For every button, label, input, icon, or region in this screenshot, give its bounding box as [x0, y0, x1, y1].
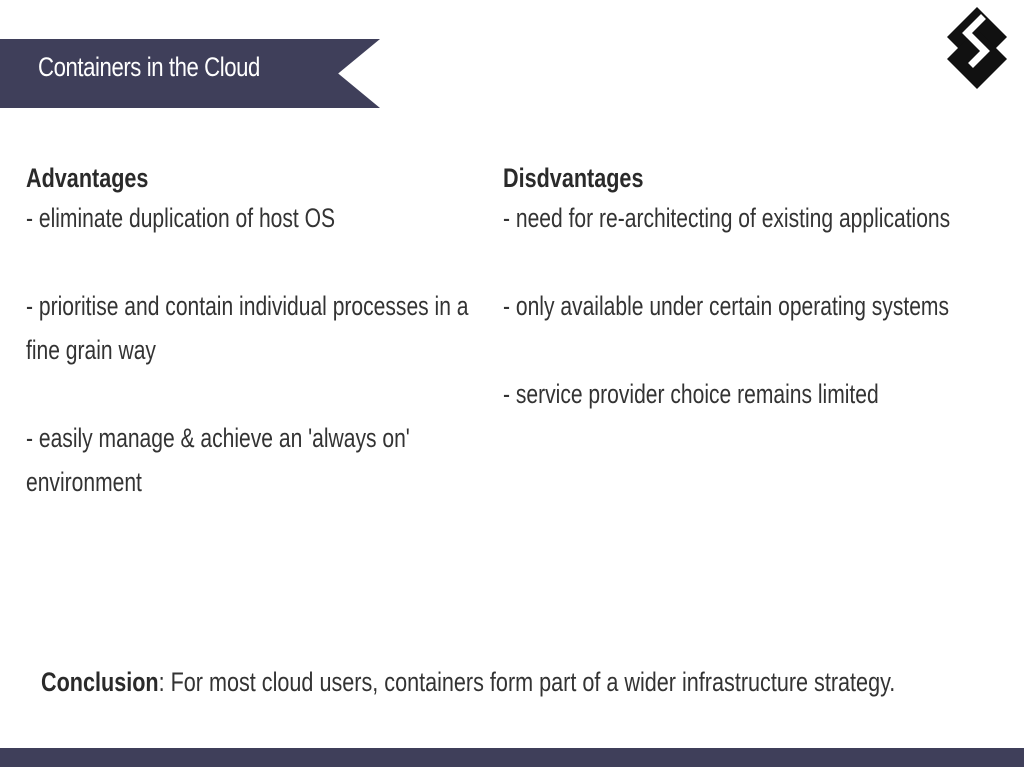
- footer-bar: [0, 748, 1024, 767]
- conclusion-text: : For most cloud users, containers form part of a wider infrastructure strategy.: [158, 667, 896, 697]
- conclusion-label: Conclusion: [41, 667, 159, 697]
- diamond-s-logo-icon: [945, 5, 1009, 91]
- disadvantages-heading: Disdvantages: [503, 163, 644, 193]
- advantages-column: [26, 160, 496, 504]
- slide-title: Containers in the Cloud: [38, 52, 260, 82]
- advantage-item: - eliminate duplication of host OS: [26, 203, 336, 233]
- disadvantages-column: [503, 160, 1003, 416]
- disadvantage-item: - need for re-architecting of existing applications: [503, 203, 951, 233]
- advantage-item: - easily manage & achieve an 'always on' environment: [26, 423, 410, 497]
- disadvantage-item: - service provider choice remains limited: [503, 379, 879, 409]
- conclusion: [41, 662, 895, 702]
- advantages-heading: Advantages: [26, 163, 149, 193]
- disadvantage-item: - only available under certain operating systems: [503, 291, 950, 321]
- advantage-item: - prioritise and contain individual processes in a fine grain way: [26, 291, 469, 365]
